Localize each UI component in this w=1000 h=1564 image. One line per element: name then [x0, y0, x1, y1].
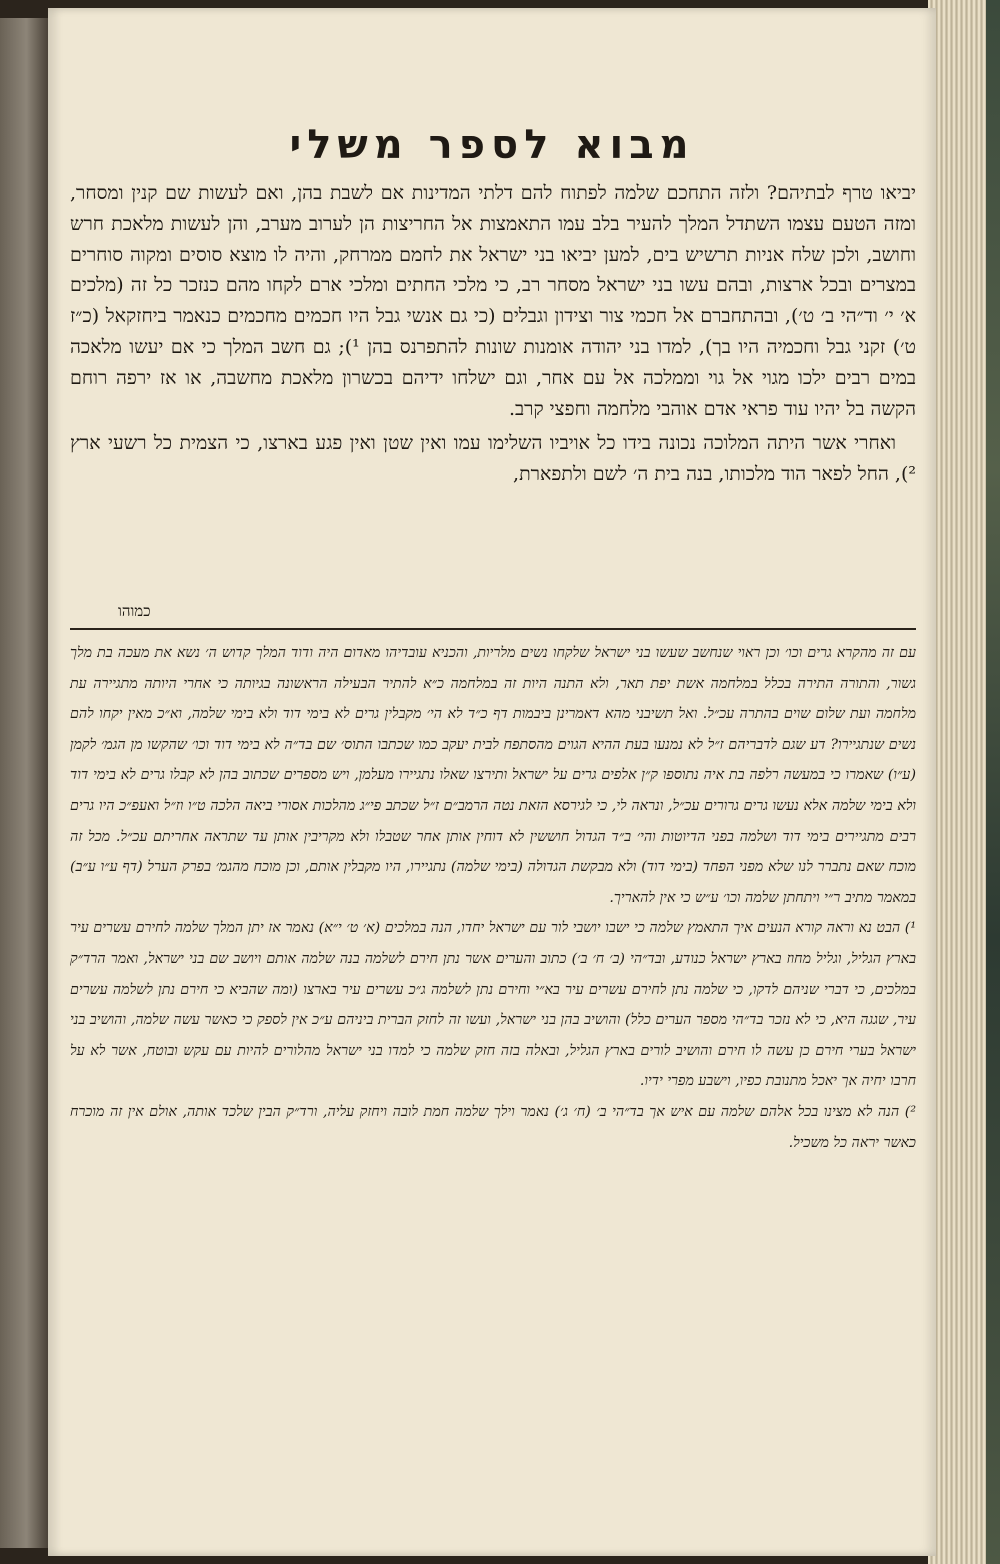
footnote: עם זה מהקרא גרים וכו׳ וכן ראוי שנחשב שעשו בני ישראל שלקחו נשים מלריות, והכניא עובדיהו מאדום היה ודוד המלך קדוש ה׳ נשא את מעכה בת מלך גשור, והתורה התירה בכלל במלחמה אשת יפת תאר, ולא התנה היות זה במלחמה כ״א להתיר הבעילה הראשונה בגיותה כי אחרי היותה מתגיירה עת מלחמה ועת שלום שוים בהתרה עכ״ל. ואל תשיבני מהא דאמרינן ביבמות דף כ״ד לא הי׳ מקבלין גרים לא בימי דוד ולא בימי שלמה, וא״כ מאין יקחו להם נשים שנתגיירו? דע שגם לדבריהם ז״ל לא נמנעו בעת ההיא הגוים מהסתפח לבית יעקב כמו שכתבו התוס׳ שם בד״ה לא בימי דוד וכו׳ שהקשו מן הגמ׳ לקמן (ע״ו) שאמרו כי במעשה רלפה בת איה נתוספו ק״ן אלפים גרים על ישראל ותירצו שאלו נתגיירו מעלמן, ויש מספרים שכתוב בהן לא קבלו גרים לא בימי דוד ולא בימי שלמה אלא נעשו גרים גרורים עכ״ל, ונראה לי, כי לגירסא הזאת נטה הרמב״ם ז״ל שכתב פי״ג מהלכות אסורי ביאה הלכה ט״ו וז״ל ואעפ״כ היו גרים רבים מתגיירים בימי דוד ושלמה בפני הדיוטות והי׳ ב״ד הגדול חוששין לא דוחין אותן אחר שטבלו ולא מקריבין אותן עד שתראה אחריתם עכ״ל. מכל זה מוכח שאם נתברר לנו שלא מפני הפחד (בימי דוד) ולא מבקשת הגדולה (בימי שלמה) נתגיירו, היו מקבלין אותם, וכן מוכח מהגמ׳ בפרק הערל (דף ע״ו ע״ב) במאמר מתיב ר״י ויתחתן שלמה וכו׳ ע״ש כי אין להאריך. — [70, 645, 916, 906]
book-cover-left — [0, 18, 48, 1548]
footnote-divider — [70, 628, 916, 630]
page-title: מבוא לספר משלי — [289, 122, 695, 168]
catchword: כמוהו — [118, 602, 151, 620]
main-paragraph: יביאו טרף לבתיהם? ולזה התחכם שלמה לפתוח להם דלתי המדינות אם לשבת בהן, ואם לעשות שם קנין ומסחר, ומזה הטעם עצמו השתדל המלך להעיר בלב עמו התאמצות אל החריצות הן לערוב מערב, והן לעשות מלאכת חרש וחושב, ולכן שלח אניות תרשיש בים, למען יביאו בני ישראל את לחמם ממרחק, והיה לו מוצא סוסים ומקוה סוחרים במצרים ובכל ארצות, ובהם עשו בני ישראל מסחר רב, כי מלכי החתים ומלכי ארם לקחו מהם כנזכר כל זה (מלכים א׳ י׳ וד״הי ב׳ ט׳), ובהתחברם אל חכמי צור וצידון וגבלים (כי גם אנשי גבל היו חכמים מחכמים כנאמר ביחזקאל (כ״ז ט׳) זקני גבל וחכמיה היו בך), למדו בני יהודה אומנות שונות להתפרנס בהן ¹); גם חשב המלך כי אם יעשו מלאכה במים רבים ילכו מגוי אל גוי וממלכה אל עם אחר, וגם ישלחו ידיהם בכשרון מלאכת מחשבה, או אז ירפה רוחם הקשה בל יהיו עוד פראי אדם אוהבי מלחמה וחפצי קרב. — [70, 182, 917, 420]
marbled-cover-right — [986, 0, 1000, 1564]
main-paragraph: ואחרי אשר היתה המלוכה נכונה בידו כל אויביו השלימו עמו ואין שטן ואין פגע בארצו, כי הצמית כל רשעי ארץ ²), החל לפאר הוד מלכותו, בנה בית ה׳ לשם ולתפארת, — [70, 432, 916, 486]
footnotes — [70, 638, 916, 1158]
footnote: ²) הנה לא מצינו בכל אלהם שלמה עם איש אך בד״הי ב׳ (ח׳ ג׳) נאמר וילך שלמה חמת לובה ויחזק עליה, ורד״ק הבין שלכד אותה, אולם אין זה מוכרח כאשר יראה כל משכיל. — [70, 1103, 916, 1151]
main-text — [70, 178, 916, 490]
footnote: ¹) הבט נא וראה קורא הנעים איך התאמץ שלמה כי ישבו יושבי לור עם ישראל יחדו, הנה במלכים (א׳ ט׳ י״א) נאמר אז יתן המלך שלמה לחירם עשרים עיר בארץ הגליל, וגליל מחוז בארץ ישראל כנודע, ובד״הי (ב׳ ח׳ ב׳) כתוב והערים אשר נתן חירם לשלמה בנה שלמה אותם ויושב שם בני ישראל, ואמר הרד״ק במלכים, כי דברי שניהם לדקו, כי שלמה נתן לחירם עשרים עיר בא״י וחירם נתן לשלמה ג״כ עשרים עיר בארצו (ומה שהביא כי חירם נתן לשלמה עשרים עיר, שגגה היא, כי לא נזכר בד״הי מספר הערים כלל) והושיב בהן בני ישראל, ועשו זה לחזק הברית ביניהם ע״כ אין לספק כי כאשר עשה שלמה, והושיב בני ישראל בערי חירם כן עשה לו חירם והושיב לורים בארץ הגליל, ובאלה בזה חזק שלמה כי למדו בני ישראל מהלורים להיות עם עקש ובוטח, אשר לא על חרבו יחיה אך יאכל מתנובת כפיו, וישבע מפרי ידיו. — [70, 920, 916, 1090]
book-page — [48, 8, 936, 1556]
